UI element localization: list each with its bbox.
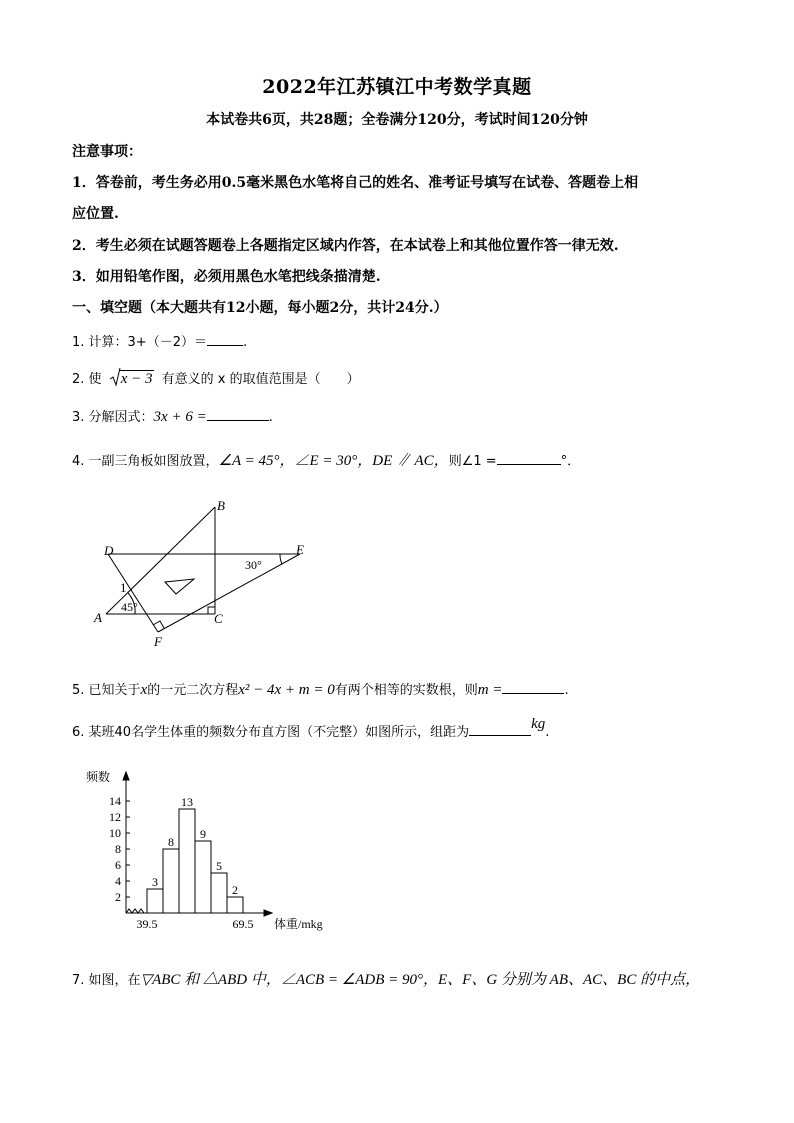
y-tick-label: 6 xyxy=(115,858,121,872)
x-axis-arrow xyxy=(264,910,272,916)
label-A: A xyxy=(94,610,102,625)
label-E: E xyxy=(296,542,304,557)
y-axis-label: 频数 xyxy=(86,769,111,784)
weight-histogram xyxy=(80,766,350,941)
page-subtitle: 本试卷共6页，共28题；全卷满分120分，考试时间120分钟 xyxy=(206,112,588,128)
histogram-bar xyxy=(147,889,163,913)
bar-value-label: 5 xyxy=(216,859,222,873)
y-tick-label: 4 xyxy=(115,874,121,888)
label-angle-1: 1 xyxy=(120,580,127,595)
triangle-set-figure xyxy=(90,492,320,652)
question-4: 4. 一副三角板如图放置，∠A = 45°，∠E = 30°，DE ∥ AC，则∠1 = °． xyxy=(72,449,580,470)
y-tick-label: 8 xyxy=(115,842,121,856)
histogram-bar xyxy=(211,873,227,913)
answer-blank xyxy=(497,450,561,465)
label-30-degrees: 30° xyxy=(245,558,262,572)
label-F: F xyxy=(154,634,162,649)
y-tick-label: 10 xyxy=(109,826,121,840)
question-7: 7. 如图，在▽ABC 和 △ABD 中，∠ACB = ∠ADB = 90°，E、F、G 分别为 AB、AC、BC 的中点， xyxy=(72,972,701,988)
y-axis-arrow xyxy=(123,772,129,780)
x-axis-label: 体重/mkg xyxy=(274,917,323,931)
y-tick-label: 2 xyxy=(115,890,121,904)
answer-blank xyxy=(207,331,243,346)
bar-value-label: 2 xyxy=(232,883,238,897)
notice-item-1: 1．答卷前，考生务必用0.5毫米黑色水笔将自己的姓名、准考证号填写在试卷、答题卷上相 xyxy=(72,175,639,191)
y-tick-label: 14 xyxy=(109,794,121,808)
question-3: 3. 分解因式：3x + 6 = . xyxy=(72,406,273,426)
histogram-bar xyxy=(195,841,211,913)
question-5: 5. 已知关于x的一元二次方程x² − 4x + m = 0有两个相等的实数根，则m = . xyxy=(72,679,569,699)
label-45-degrees: 45° xyxy=(121,600,138,614)
radical-sign xyxy=(109,367,121,387)
x-tick-label: 69.5 xyxy=(232,917,254,931)
notice-item-2: 2．考生必须在试题答题卷上各题指定区域内作答，在本试卷上和其他位置作答一律无效. xyxy=(72,238,619,254)
answer-blank xyxy=(502,679,564,694)
line-DF xyxy=(108,554,158,632)
inner-triangle-hole xyxy=(165,579,194,594)
histogram-bar xyxy=(163,849,179,913)
label-D: D xyxy=(104,543,114,558)
notice-item-3: 3．如用铅笔作图，必须用黑色水笔把线条描清楚. xyxy=(72,269,381,285)
answer-blank xyxy=(469,721,531,736)
histogram-bar xyxy=(227,897,243,913)
question-1-text: 1. 计算：3+（－2）＝ xyxy=(72,335,207,350)
answer-blank xyxy=(207,406,269,421)
label-C: C xyxy=(214,611,223,626)
histogram-bar xyxy=(179,809,195,913)
axis-break-zigzag xyxy=(126,909,144,913)
bar-value-label: 8 xyxy=(168,835,174,849)
notice-heading: 注意事项： xyxy=(72,144,142,160)
label-B: B xyxy=(217,498,225,513)
x-tick-label: 39.5 xyxy=(136,917,158,931)
section-heading: 一、填空题（本大题共有12小题，每小题2分，共计24分.） xyxy=(72,300,448,316)
bar-value-label: 9 xyxy=(200,827,206,841)
question-2: 2. 使 x − 3 有意义的 x 的取值范围是（ ） xyxy=(72,368,360,388)
question-1: 1. 计算：3+（－2）＝ . xyxy=(72,331,247,350)
bar-value-label: 3 xyxy=(152,875,158,889)
line-FE xyxy=(158,554,300,632)
bar-value-label: 13 xyxy=(181,795,193,809)
page-title: 2022年江苏镇江中考数学真题 xyxy=(262,76,532,98)
y-tick-label: 12 xyxy=(109,810,121,824)
sqrt-expression: x − 3 xyxy=(109,371,155,388)
notice-item-1-cont: 应位置. xyxy=(72,206,119,222)
line-AB xyxy=(106,507,215,614)
angle-arc-E xyxy=(280,554,282,564)
question-6: 6. 某班40名学生体重的频数分布直方图（不完整）如图所示，组距为kg. xyxy=(72,716,550,740)
